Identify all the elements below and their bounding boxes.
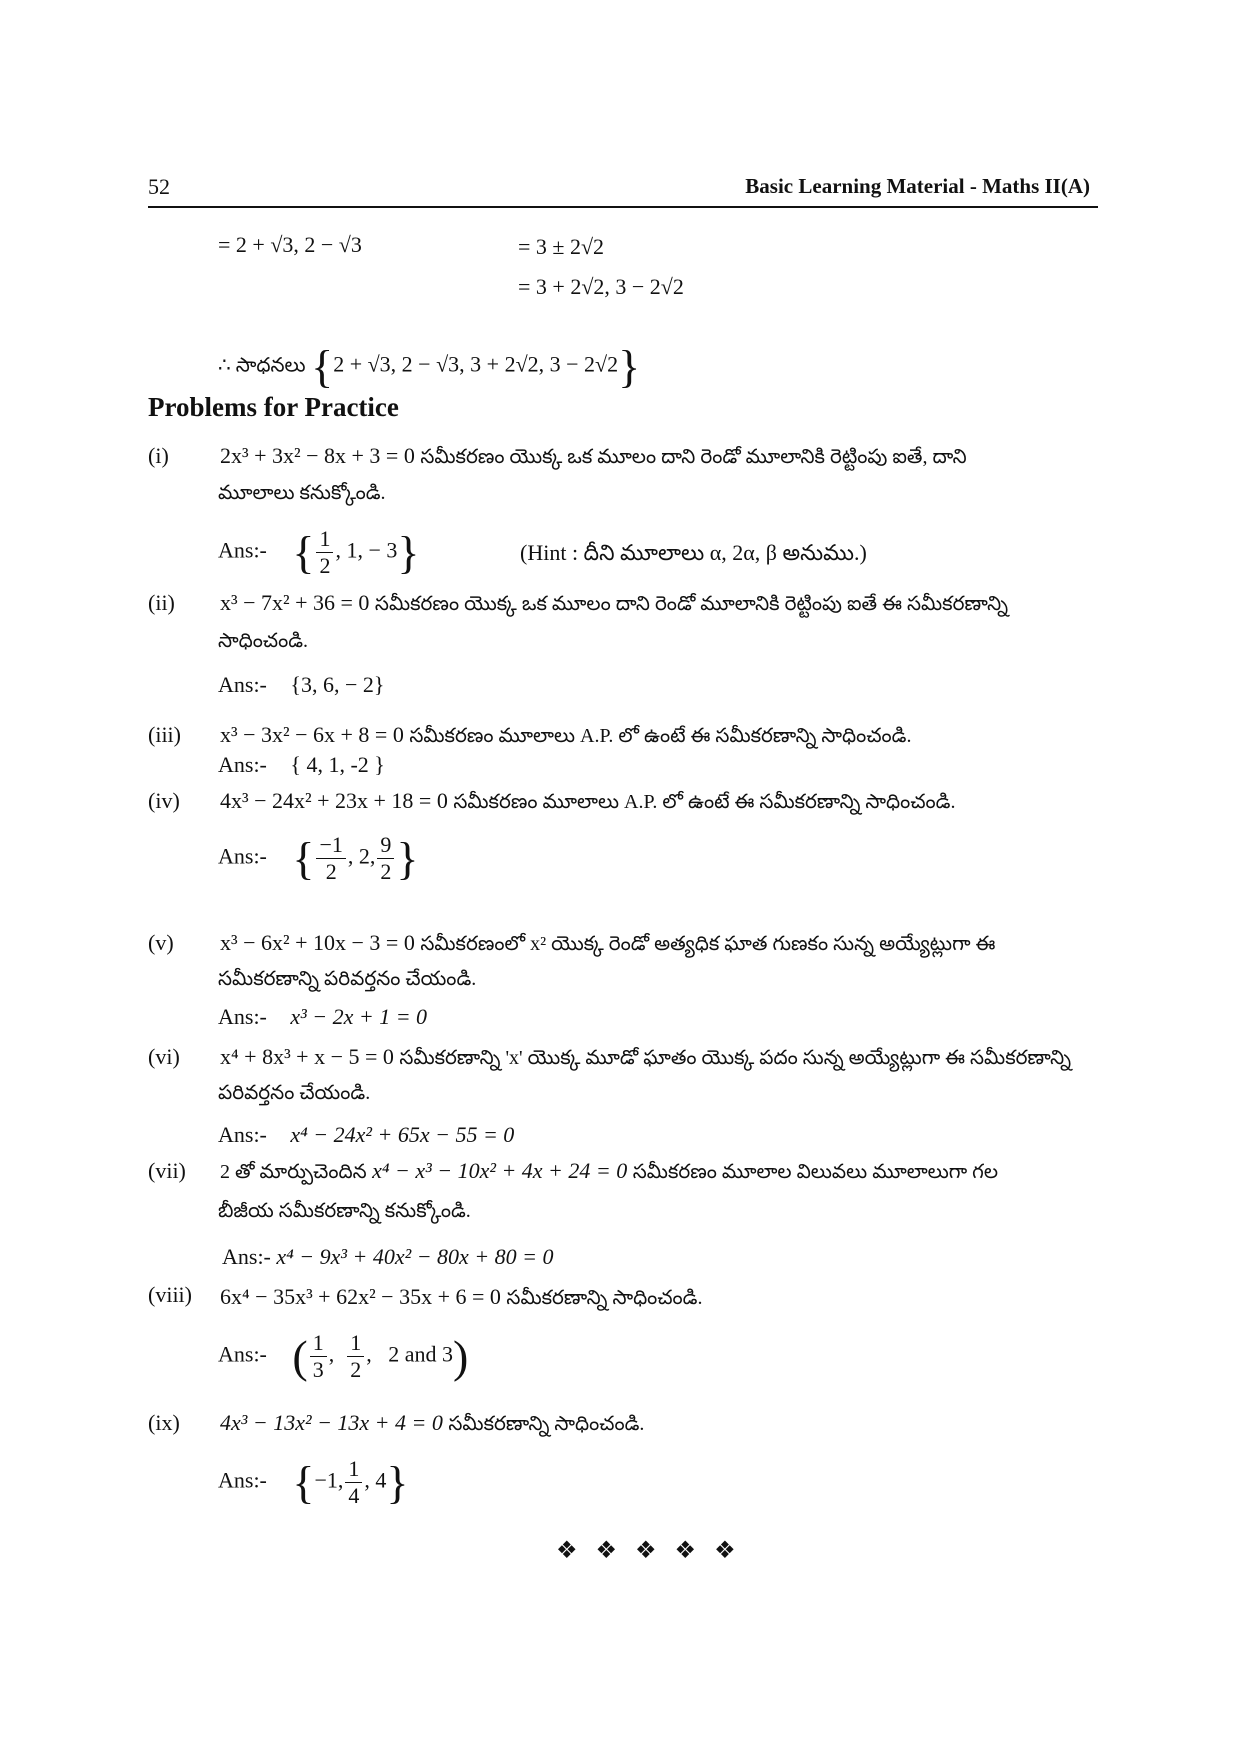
problem-text: సమీకరణాన్ని సాధించండి. — [506, 1287, 703, 1309]
problem-label: (v) — [148, 930, 174, 955]
solution-prefix: ∴ సాధనలు — [218, 354, 306, 377]
problem-label: (ii) — [148, 590, 175, 615]
problem-label: (ix) — [148, 1410, 180, 1435]
answer-label: Ans:- — [218, 1122, 267, 1147]
problem-line — [220, 1158, 998, 1188]
equation: 4x³ − 24x² + 23x + 18 = 0 — [220, 788, 448, 813]
answer: Ans:- { $\frac{1}{2}$ , 1, − 3} — [218, 526, 420, 578]
problem-label: (i) — [148, 443, 169, 468]
fraction: $\frac{1}{2}$ — [316, 526, 333, 579]
left-result: = 2 + √3, 2 − √3 — [218, 232, 362, 257]
hint: (Hint : దీని మూలాలు α, 2α, β అనుము.) — [520, 540, 867, 565]
right-result-1: = 3 ± 2√2 — [518, 234, 605, 259]
problem-text: సమీకరణాన్ని 'x' యొక్క మూడో ఘాతం యొక్క పదం సున్న అయ్యేట్లుగా ఈ సమీకరణాన్ని — [399, 1047, 1072, 1069]
answer-value: { 4, 1, -2 } — [290, 752, 385, 777]
equation: 4x³ − 13x² − 13x + 4 = 0 — [220, 1410, 443, 1435]
problem-label: (vi) — [148, 1044, 180, 1069]
answer-label: Ans:- — [218, 672, 267, 697]
problem-line — [220, 1044, 1071, 1074]
solution-set: 2 + √3, 2 − √3, 3 + 2√2, 3 − 2√2 — [333, 351, 619, 377]
answer-value: {3, 6, − 2} — [290, 672, 385, 697]
problem-text: సమీకరణాన్ని సాధించండి. — [448, 1413, 645, 1435]
answer — [222, 1244, 554, 1270]
problem-text: 2 తో మార్పుచెందిన — [220, 1161, 367, 1183]
equation: 2x³ + 3x² − 8x + 3 = 0 — [220, 443, 415, 468]
page-header — [148, 170, 1098, 208]
problem-text: సమీకరణం మూలాలు A.P. లో ఉంటే ఈ సమీకరణాన్ని సాధించండి. — [453, 791, 956, 813]
problem-text: సాధించండి. — [218, 630, 309, 652]
fraction: $\frac{9}{2}$ — [377, 832, 394, 885]
fraction: $\frac{1}{2}$ — [347, 1330, 364, 1383]
header-title: Basic Learning Material - Maths II(A) — [745, 174, 1090, 198]
answer-label: Ans:- — [218, 752, 267, 777]
problem-text: మూలాలు కనుక్కోండి. — [218, 482, 386, 504]
answer-label: Ans:- — [218, 843, 267, 869]
problem-text: సమీకరణం యొక్క ఒక మూలం దాని రెండో మూలానికి రెట్టింపు ఐతే, దాని — [420, 446, 967, 468]
fraction: $\frac{1}{3}$ — [310, 1330, 327, 1383]
equation: 6x⁴ − 35x³ + 62x² − 35x + 6 = 0 — [220, 1284, 501, 1309]
solution-line: ∴ సాధనలు {2 + √3, 2 − √3, 3 + 2√2, 3 − 2√2} — [218, 341, 641, 392]
answer: Ans:- ( $\frac{1}{3}$ , $\frac{1}{2}$ , 2 and 3) — [218, 1330, 469, 1382]
problem-text: సమీకరణం మూలాల విలువలు మూలాలుగా గల — [632, 1161, 999, 1183]
page-number: 52 — [148, 174, 170, 199]
answer-value: x⁴ − 24x² + 65x − 55 = 0 — [290, 1122, 515, 1147]
fraction: $\frac{-1}{2}$ — [316, 832, 345, 885]
problem-text: సమీకరణంలో x² యొక్క రెండో అత్యధిక ఘాత గుణకం సున్న అయ్యేట్లుగా ఈ — [420, 933, 996, 955]
answer: Ans:- {−1, $\frac{1}{4}$ , 4} — [218, 1456, 409, 1508]
answer — [218, 672, 384, 698]
problem-label: (viii) — [148, 1282, 192, 1307]
answer-label: Ans:- — [218, 1467, 267, 1493]
problem-label: (iv) — [148, 788, 180, 813]
problem-label: (iii) — [148, 722, 181, 747]
equation: x³ − 6x² + 10x − 3 = 0 — [220, 930, 415, 955]
problem-line — [220, 788, 955, 818]
equation: x⁴ − x³ − 10x² + 4x + 24 = 0 — [372, 1158, 628, 1183]
answer-label: Ans:- — [218, 1004, 267, 1029]
footer-ornament: ❖ ❖ ❖ ❖ ❖ — [556, 1538, 742, 1564]
problem-text: సమీకరణం యొక్క ఒక మూలం దాని రెండో మూలానికి రెట్టింపు ఐతే ఈ సమీకరణాన్ని — [374, 593, 1009, 615]
fraction: $\frac{1}{4}$ — [345, 1456, 362, 1509]
section-heading: Problems for Practice — [148, 392, 399, 422]
equation: x³ − 3x² − 6x + 8 = 0 — [220, 722, 404, 747]
answer — [218, 1004, 427, 1030]
problem-line — [220, 722, 911, 752]
problem-text: బీజీయ సమీకరణాన్ని కనుక్కోండి. — [218, 1200, 471, 1222]
problem-text: సమీకరణాన్ని పరివర్తనం చేయండి. — [218, 968, 477, 990]
problem-line — [220, 590, 1008, 620]
answer: Ans:- { $\frac{-1}{2}$ , 2, $\frac{9}{2}$ } — [218, 832, 419, 884]
problem-line — [220, 1284, 702, 1314]
answer-value: x³ − 2x + 1 = 0 — [290, 1004, 428, 1029]
problem-line — [220, 443, 967, 473]
equation: x³ − 7x² + 36 = 0 — [220, 590, 370, 615]
answer — [218, 1122, 514, 1148]
problem-line — [220, 1410, 644, 1440]
answer-label: Ans:- — [218, 537, 267, 563]
equation: x⁴ + 8x³ + x − 5 = 0 — [220, 1044, 394, 1069]
right-result-2: = 3 + 2√2, 3 − 2√2 — [518, 274, 684, 299]
problem-label: (vii) — [148, 1158, 186, 1183]
answer-value: x⁴ − 9x³ + 40x² − 80x + 80 = 0 — [276, 1244, 554, 1269]
problem-text: సమీకరణం మూలాలు A.P. లో ఉంటే ఈ సమీకరణాన్ని సాధించండి. — [409, 725, 912, 747]
answer-label: Ans:- — [222, 1244, 271, 1269]
problem-text: పరివర్తనం చేయండి. — [218, 1082, 371, 1104]
answer — [218, 752, 385, 778]
problem-line — [220, 930, 995, 960]
answer-label: Ans:- — [218, 1341, 267, 1367]
